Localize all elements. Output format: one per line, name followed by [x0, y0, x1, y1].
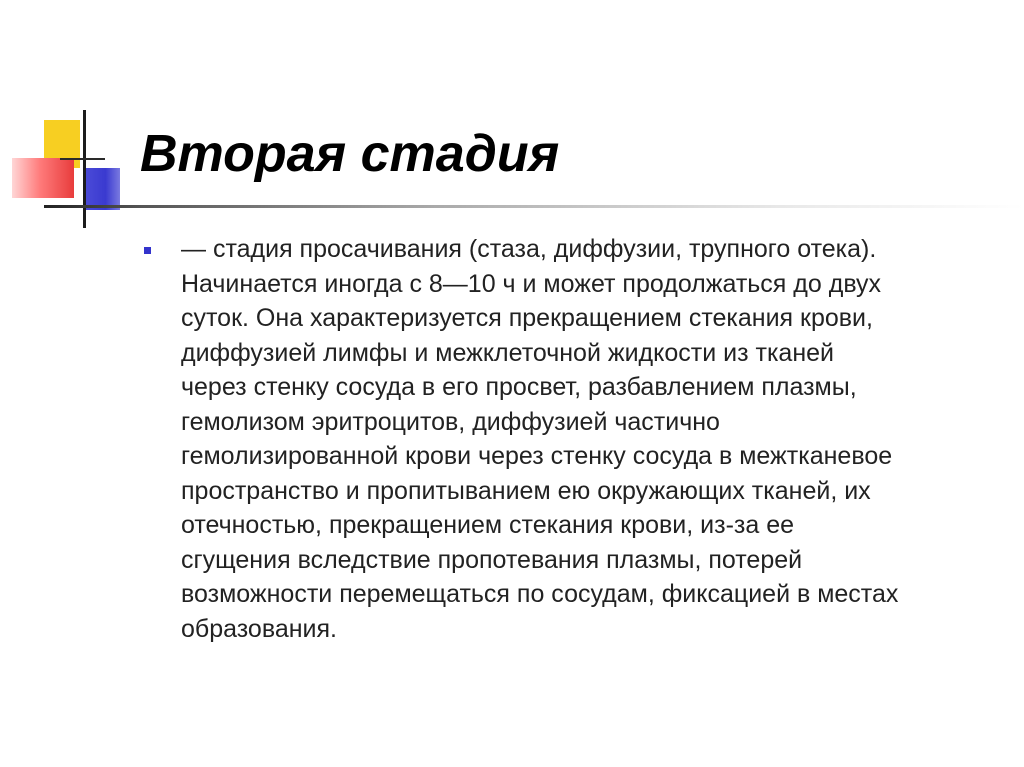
bullet-text: — стадия просачивания (стаза, диффузии, трупного отека). Начинается иногда с 8—10 ч и может продолжаться до двух суток. Она характеризуется прекращением стекания крови, диффузией лимфы и межклеточной жидкости из тканей через стенку сосуда в его просвет, разбавлением плазмы, гемолизом эритроцитов, диффузией частично гемолизированной крови через стенку сосуда в межтканевое пространство и пропитыванием ею окружающих тканей, их отечностью, прекращением стекания крови, из-за ее сгущения вследствие пропотевания плазмы, потерей возможности перемещаться по сосудам, фиксацией в местах образования.	[181, 235, 899, 643]
decorative-red-square	[12, 158, 74, 198]
square-bullet-icon	[144, 247, 151, 254]
decorative-vertical-line	[83, 110, 86, 228]
slide-title: Вторая стадия	[140, 125, 560, 183]
title-underline	[44, 205, 1024, 208]
decorative-short-line	[60, 158, 105, 160]
decorative-blue-square	[84, 168, 120, 210]
